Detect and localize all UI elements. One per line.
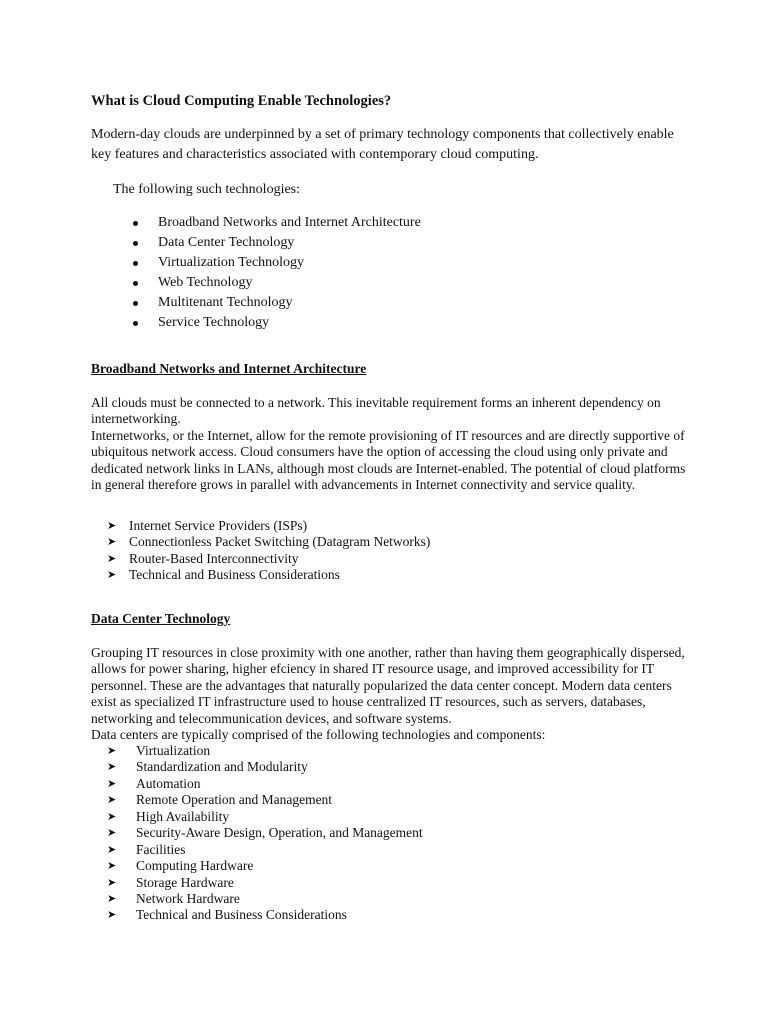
arrow-bullet-icon: ➤ [107, 842, 117, 856]
arrow-bullet-icon: ➤ [107, 875, 117, 889]
intro-paragraph: Modern-day clouds are underpinned by a set of primary technology components that collectively enable key features and characteristics associated with contemporary cloud computing. [91, 127, 674, 162]
bullet-icon [133, 281, 138, 286]
bullet-icon [133, 321, 138, 326]
list-item: ➤ Internet Service Providers (ISPs) [107, 518, 308, 533]
arrow-bullet-icon: ➤ [107, 776, 117, 790]
arrow-bullet-icon: ➤ [107, 793, 117, 807]
arrow-bullet-icon: ➤ [107, 826, 117, 840]
bullet-icon [133, 261, 138, 266]
list-item: Virtualization Technology [133, 253, 421, 273]
arrow-bullet-icon: ➤ [107, 535, 117, 549]
technologies-list [133, 213, 421, 333]
arrow-bullet-icon: ➤ [107, 551, 117, 565]
technologies-intro: The following such technologies: [113, 182, 301, 197]
arrow-bullet-icon: ➤ [107, 908, 117, 922]
broadband-paragraph-1: All clouds must be connected to a network. This inevitable requirement forms an inherent dependency on internetworking. [91, 395, 661, 427]
bullet-icon [133, 221, 138, 226]
document-title: What is Cloud Computing Enable Technologies? [91, 93, 392, 109]
list-item: ➤ Technical and Business Considerations [107, 907, 347, 923]
list-item: ➤ Storage Hardware [107, 874, 234, 890]
list-item: ➤ Facilities [107, 841, 186, 857]
arrow-bullet-icon: ➤ [107, 891, 117, 905]
bullet-icon [133, 301, 138, 306]
list-item: ➤ Automation [107, 775, 201, 791]
list-item: ➤ Security-Aware Design, Operation, and Management [107, 825, 423, 841]
list-item: ➤ High Availability [107, 808, 230, 824]
arrow-bullet-icon: ➤ [107, 744, 117, 757]
list-item: ➤ Connectionless Packet Switching (Datagram Networks) [107, 534, 431, 550]
arrow-bullet-icon: ➤ [107, 519, 117, 532]
broadband-paragraph-2: Internetworks, or the Internet, allow for the remote provisioning of IT resources and are directly supportive of ubiquitous network access. Cloud consumers have the option of accessing the cloud using only private and dedicated network links in LANs, although most clouds are Internet-enabled. The potential of cloud platforms in general therefore grows in parallel with advancements in Internet connectivity and service quality. [91, 428, 686, 493]
list-item: Web Technology [133, 273, 421, 293]
list-item: Multitenant Technology [133, 293, 421, 313]
datacenter-components-intro: Data centers are typically comprised of the following technologies and components: [91, 727, 546, 742]
list-item: ➤ Remote Operation and Management [107, 792, 333, 808]
broadband-heading: Broadband Networks and Internet Architecture [91, 361, 367, 376]
list-item: ➤ Virtualization [107, 743, 211, 758]
bullet-icon [133, 241, 138, 246]
datacenter-list [107, 743, 423, 924]
arrow-bullet-icon: ➤ [107, 760, 117, 774]
datacenter-heading: Data Center Technology [91, 611, 231, 626]
arrow-bullet-icon: ➤ [107, 809, 117, 823]
list-item: Service Technology [133, 313, 421, 333]
list-item: Broadband Networks and Internet Architecture [133, 213, 421, 233]
list-item: ➤ Standardization and Modularity [107, 759, 308, 775]
list-item: ➤ Network Hardware [107, 890, 240, 906]
datacenter-paragraph: Grouping IT resources in close proximity with one another, rather than having them geographically dispersed, allows for power sharing, higher efciency in shared IT resource usage, and improved accessibility for IT personnel. These are the advantages that naturally popularized the data center concept. Modern data centers exist as specialized IT infrastructure used to house centralized IT resources, such as servers, databases, networking and telecommunication devices, and software systems. [91, 645, 685, 726]
list-item: ➤ Router-Based Interconnectivity [107, 550, 299, 566]
list-item: ➤ Computing Hardware [107, 858, 254, 874]
list-item: ➤ Technical and Business Considerations [107, 567, 340, 583]
arrow-bullet-icon: ➤ [107, 568, 117, 582]
list-item: Data Center Technology [133, 233, 421, 253]
broadband-list [107, 518, 430, 584]
arrow-bullet-icon: ➤ [107, 859, 117, 873]
